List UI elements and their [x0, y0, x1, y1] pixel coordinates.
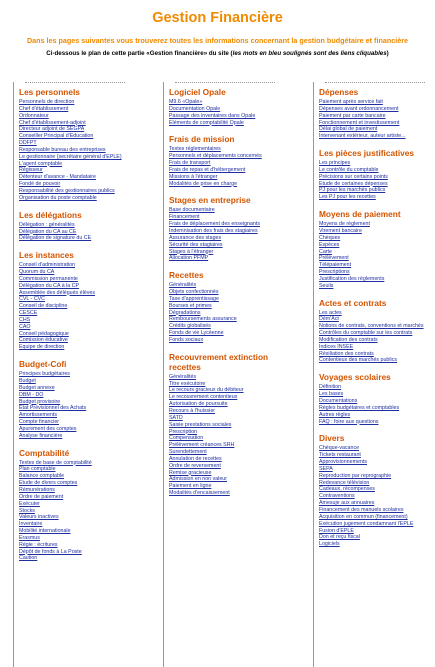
nav-link[interactable]: Inventaire	[19, 521, 43, 528]
section-title: Actes et contrats	[319, 297, 387, 308]
nav-link[interactable]: Analyse financière	[19, 432, 63, 439]
nav-link[interactable]: Indemnisation des frais des stagiaires	[169, 227, 258, 234]
nav-link[interactable]: Justification des règlements	[319, 275, 385, 282]
nav-link[interactable]: Chef d'établissement	[19, 105, 69, 112]
nav-link[interactable]: Annulation de recettes	[169, 455, 222, 462]
nav-link[interactable]: Précisions sur certains points	[319, 173, 388, 180]
nav-link[interactable]: Conseil de discipline	[19, 303, 68, 310]
nav-link[interactable]: Caution	[19, 555, 38, 562]
nav-link[interactable]: Etude de certaines dépenses	[319, 180, 388, 187]
nav-link[interactable]: SATD	[169, 414, 183, 421]
nav-link[interactable]: SEPA	[319, 465, 333, 472]
nav-link[interactable]: Conseil d'administration	[19, 262, 76, 269]
nav-link[interactable]: Directeur adjoint de SEGPA	[19, 126, 85, 133]
nav-link[interactable]: Apurement des comptes	[19, 425, 77, 432]
nav-link[interactable]: Compensation	[169, 435, 204, 442]
nav-link[interactable]: CAO	[19, 323, 31, 330]
nav-link[interactable]: Les principes	[319, 160, 351, 167]
nav-link[interactable]: Exécuter	[19, 500, 40, 507]
nav-link[interactable]: Généralités	[169, 373, 197, 380]
nav-link[interactable]: Rémunérations	[19, 486, 55, 493]
nav-link[interactable]: Contentieux des marchés publics	[319, 357, 398, 364]
nav-link[interactable]: Textes de base de comptabilité	[19, 459, 92, 466]
nav-link[interactable]: Délégation du CA à la CP	[19, 282, 80, 289]
nav-link[interactable]: CHS	[19, 316, 31, 323]
nav-link[interactable]: Financement des manuels scolaires	[319, 506, 404, 513]
nav-link[interactable]: Fonds de vie Lycéenne	[169, 330, 224, 337]
section-title: Voyages scolaires	[319, 372, 391, 383]
nav-link[interactable]: Exécution jugement condamnant l'EPLE	[319, 520, 414, 527]
section	[319, 372, 435, 425]
section-title: Stages en entreprise	[169, 195, 251, 206]
nav-link[interactable]: Redevance télévision	[319, 479, 370, 486]
section-title: Divers	[319, 433, 345, 444]
nav-link[interactable]: Contrôles du comptable sur les contrats	[319, 330, 413, 337]
nav-link[interactable]: Objets confectionnés	[169, 289, 219, 296]
nav-link[interactable]: Etude de divers comptes	[19, 480, 78, 487]
nav-link[interactable]: Saisie prestations sociales	[169, 421, 232, 428]
nav-link[interactable]: Espèces	[319, 241, 340, 248]
nav-link[interactable]: Compte financier	[19, 419, 60, 426]
nav-link[interactable]: Prescriptions	[319, 269, 350, 276]
nav-link[interactable]: Régisseur	[19, 167, 43, 174]
column-2	[163, 82, 297, 667]
nav-link[interactable]: Seuils	[319, 282, 334, 289]
nav-link[interactable]: Mobilité internationale	[19, 528, 71, 535]
nav-link[interactable]: Responsable bureau des entreprises	[19, 146, 106, 153]
section-title: Dépenses	[319, 87, 359, 97]
nav-link[interactable]: Dépenses avant ordonnancement	[319, 105, 399, 112]
section-title: Moyens de paiement	[319, 209, 401, 220]
nav-link[interactable]: Passage des inventaires dans Opale	[169, 112, 256, 119]
nav-link[interactable]: Equipe de direction	[19, 344, 65, 351]
nav-link[interactable]: Télépaiement	[319, 262, 352, 269]
nav-link[interactable]: Allocation PFMP	[169, 255, 209, 262]
nav-link[interactable]: Documentation Opale	[169, 105, 221, 112]
nav-link[interactable]: Le contrôle du comptable	[319, 166, 379, 173]
nav-link[interactable]: Règles budgétaires et comptables	[319, 404, 400, 411]
section-title: Recettes	[169, 270, 204, 281]
nav-link[interactable]: Amesuje aux annuaires	[319, 500, 375, 507]
nav-link[interactable]: Conseil pédagogique	[19, 330, 69, 337]
nav-link[interactable]: Remise gracieuse	[169, 469, 212, 476]
nav-link[interactable]: Prélèvement créances SRH	[169, 442, 235, 449]
section	[169, 195, 297, 262]
section-title: Les délégations	[19, 209, 82, 220]
nav-link[interactable]: Résiliation des contrats	[319, 350, 374, 357]
section-title: Les instances	[19, 250, 74, 261]
nav-link[interactable]: Les bases	[319, 391, 344, 398]
section	[19, 250, 147, 351]
nav-link[interactable]: Balance comptable	[19, 473, 65, 480]
nav-link[interactable]: Personnels et déplacements concernés	[169, 153, 262, 160]
nav-link[interactable]: Missions à l'étranger	[169, 173, 218, 180]
nav-link[interactable]: Erasmus	[19, 534, 40, 541]
nav-link[interactable]: Textes réglementaires	[169, 146, 221, 153]
nav-link[interactable]: Paiement par carte bancaire	[319, 112, 386, 119]
nav-link[interactable]: Le recours gracieux du débiteur	[169, 387, 244, 394]
section-title: Les pièces justificatives	[319, 148, 415, 159]
nav-link[interactable]: Frais de déplacement des enseignants	[169, 221, 260, 228]
nav-link[interactable]: Frais de transport	[169, 160, 211, 167]
nav-link[interactable]: Carte	[319, 248, 332, 255]
nav-link[interactable]: Indices INSEE	[319, 343, 354, 350]
nav-link[interactable]: Virement bancaire	[319, 227, 362, 234]
nav-link[interactable]: Dépôt de fonds à La Poste	[19, 548, 82, 555]
nav-link[interactable]: Budget provisoire	[19, 398, 61, 405]
intro-plain: Ci-dessous le plan de cette partie «Gestion financière» du site (	[46, 50, 233, 57]
section	[169, 87, 297, 126]
nav-link[interactable]: Ordonnateur	[19, 112, 49, 119]
section	[319, 148, 435, 201]
section	[319, 433, 435, 548]
nav-link[interactable]: Comission éducative	[19, 337, 68, 344]
nav-link[interactable]: Ordre de paiement	[19, 493, 64, 500]
nav-link[interactable]: Eléments de comptabilité Opale	[169, 119, 244, 126]
nav-link[interactable]: Recours à l'huissier	[169, 408, 216, 414]
column-3	[313, 82, 435, 667]
nav-link[interactable]: Notions de contrats, conventions et marchés	[319, 323, 424, 330]
nav-link[interactable]: Bourses et primes	[169, 302, 212, 309]
nav-link[interactable]: Détenteur d'avance - Mandataire	[19, 174, 96, 181]
nav-link[interactable]: Responsabilité des gestionnaires publics	[19, 187, 115, 194]
nav-link[interactable]: Le gestionnaire (secrétaire général d'EPLE)	[19, 153, 122, 160]
nav-link[interactable]: Don et reçu fiscal	[319, 534, 360, 541]
section-title: Recouvrement extinction recettes	[169, 351, 269, 372]
nav-link[interactable]: Fonds sociaux	[169, 336, 204, 343]
nav-link[interactable]: Fusion d'EPLE	[319, 527, 354, 534]
nav-link[interactable]: Etat Prévisionnel des Achats	[19, 405, 87, 412]
nav-link[interactable]: Délai global de paiement	[319, 126, 378, 133]
nav-link[interactable]: Personnels de direction	[19, 99, 75, 105]
nav-link[interactable]: Généralités	[169, 282, 197, 289]
section-title: Budget-Cofi	[19, 359, 67, 370]
intro-italic: les mots en bleu soulignés sont des liens cliquables	[232, 50, 387, 57]
nav-link[interactable]: Les PJ pour les recettes	[319, 194, 376, 201]
nav-link[interactable]: Modification des contrats	[319, 336, 378, 343]
nav-link[interactable]: CVL - CVC	[19, 296, 45, 303]
nav-link[interactable]: Intervenant extérieur, auteur artiste...	[319, 133, 406, 140]
nav-link[interactable]: Crédits globalisés	[169, 323, 211, 330]
nav-link[interactable]: Approvisionnements	[319, 459, 367, 466]
nav-link[interactable]: M9.6 «Opale»	[169, 99, 203, 105]
nav-link[interactable]: FAQ : foire aux questions	[319, 418, 379, 425]
nav-link[interactable]: Quorum du CA	[19, 269, 55, 276]
nav-link[interactable]: Financement	[169, 214, 200, 221]
section	[169, 270, 297, 344]
nav-link[interactable]: Autres règles	[319, 411, 351, 418]
section	[19, 210, 147, 243]
nav-link[interactable]: PJ pour les marchés publics	[319, 187, 386, 194]
nav-link[interactable]: Reproduction par reprographie	[319, 472, 392, 479]
section	[19, 448, 147, 563]
section	[19, 359, 147, 439]
nav-link[interactable]: Titre exécutoire	[169, 380, 206, 387]
nav-link[interactable]: Principes budgétaires	[19, 371, 70, 378]
nav-link[interactable]: Modalités de prise en charge	[169, 180, 238, 187]
nav-link[interactable]: Plan comptable	[19, 466, 56, 473]
nav-link[interactable]: Le recouvrement contentieux	[169, 394, 238, 401]
nav-link[interactable]: Stages à l'étranger	[169, 248, 214, 255]
nav-link[interactable]: DDFPT	[19, 140, 37, 147]
section	[319, 209, 435, 289]
nav-link[interactable]: Contraventions	[319, 493, 355, 500]
section	[169, 352, 297, 497]
nav-link[interactable]: Budget	[19, 378, 36, 384]
nav-link[interactable]: Admission en non valeur	[169, 476, 228, 483]
nav-link[interactable]: Assemblée des délégués élèves	[19, 289, 95, 296]
nav-link[interactable]: Valeurs inactives	[19, 514, 59, 521]
nav-link[interactable]: Remboursements assurance	[169, 316, 237, 323]
nav-link[interactable]: Paiement après service fait	[319, 99, 383, 105]
nav-link[interactable]: Ordre de reversement	[169, 462, 221, 469]
section-title: Logiciel Opale	[169, 87, 226, 97]
nav-link[interactable]: Fondé de pouvoir	[19, 181, 61, 188]
page-subtitle: Dans les pages suivantes vous trouverez toutes les informations concernant la gestion budgétaire et financière	[26, 36, 409, 45]
nav-link[interactable]: Délégation : généralités	[19, 221, 75, 228]
nav-link[interactable]: Les actes	[319, 309, 342, 316]
column-divider	[25, 82, 125, 83]
section	[19, 87, 147, 202]
nav-link[interactable]: Autorisation de poursuite	[169, 401, 228, 408]
nav-link[interactable]: Délégation du CA au CE	[19, 228, 77, 235]
nav-link[interactable]: CESCE	[19, 310, 38, 317]
nav-link[interactable]: Paiement en ligne	[169, 483, 212, 490]
nav-link[interactable]: Sécurité des stagiaires	[169, 241, 223, 248]
nav-link[interactable]: Fonctionnement et investissement	[319, 119, 400, 126]
nav-link[interactable]: Base documentaire	[169, 207, 215, 214]
nav-link[interactable]: Régie : écritures	[19, 541, 58, 548]
nav-link[interactable]: Tickets restaurant	[319, 452, 361, 459]
section-title: Les personnels	[19, 87, 80, 97]
nav-link[interactable]: Chef d'établissement-adjoint	[19, 119, 86, 126]
sitemap-columns	[0, 82, 435, 667]
nav-link[interactable]: Taxe d'apprentissage	[169, 295, 219, 302]
nav-link[interactable]: DBM - DO	[19, 391, 44, 398]
nav-link[interactable]: Conseiller Principal d'Education	[19, 133, 94, 140]
nav-link[interactable]: Amortissements	[19, 412, 57, 419]
nav-link[interactable]: Frais de repas et d'hébergement	[169, 166, 246, 173]
section	[319, 298, 435, 365]
page-title: Gestion Financière	[152, 10, 283, 26]
column-divider	[175, 82, 275, 83]
section	[319, 87, 435, 140]
nav-link[interactable]: Assurance des stages	[169, 234, 222, 241]
nav-link[interactable]: Dégradations	[169, 309, 201, 316]
nav-link[interactable]: Organisation du poste comptable	[19, 194, 97, 201]
nav-link[interactable]: Documentations	[319, 398, 358, 404]
nav-link[interactable]: Dém'Act	[319, 316, 339, 323]
nav-link[interactable]: Acquisition en commun (financement)	[319, 513, 408, 520]
nav-link[interactable]: Stocks	[19, 507, 35, 514]
nav-link[interactable]: Budget annexe	[19, 384, 55, 391]
nav-link[interactable]: Cadeaux, récompenses	[319, 486, 375, 493]
nav-link[interactable]: Prescription	[169, 428, 197, 435]
nav-link[interactable]: Prélèvement	[319, 255, 349, 262]
section-title: Frais de mission	[169, 134, 235, 145]
intro-text	[0, 50, 435, 58]
nav-link[interactable]: Moyens de règlement	[319, 221, 370, 228]
nav-link[interactable]: Définition	[319, 384, 342, 391]
nav-link[interactable]: Logiciels	[319, 541, 340, 548]
column-divider	[325, 82, 425, 83]
section-title: Comptabilité	[19, 447, 70, 458]
intro-close: )	[386, 50, 389, 57]
nav-link[interactable]: Commission permanente	[19, 275, 78, 282]
nav-link[interactable]: Chèques	[319, 234, 341, 241]
column-1	[13, 82, 147, 667]
section	[169, 134, 297, 187]
nav-link[interactable]: Chèque-vacance	[319, 445, 360, 452]
nav-link[interactable]: Délégation de signature du CE	[19, 235, 92, 242]
nav-link[interactable]: Modalités d'encaissement	[169, 490, 230, 497]
nav-link[interactable]: Surendettement	[169, 449, 207, 456]
nav-link[interactable]: L'agent comptable	[19, 160, 63, 167]
